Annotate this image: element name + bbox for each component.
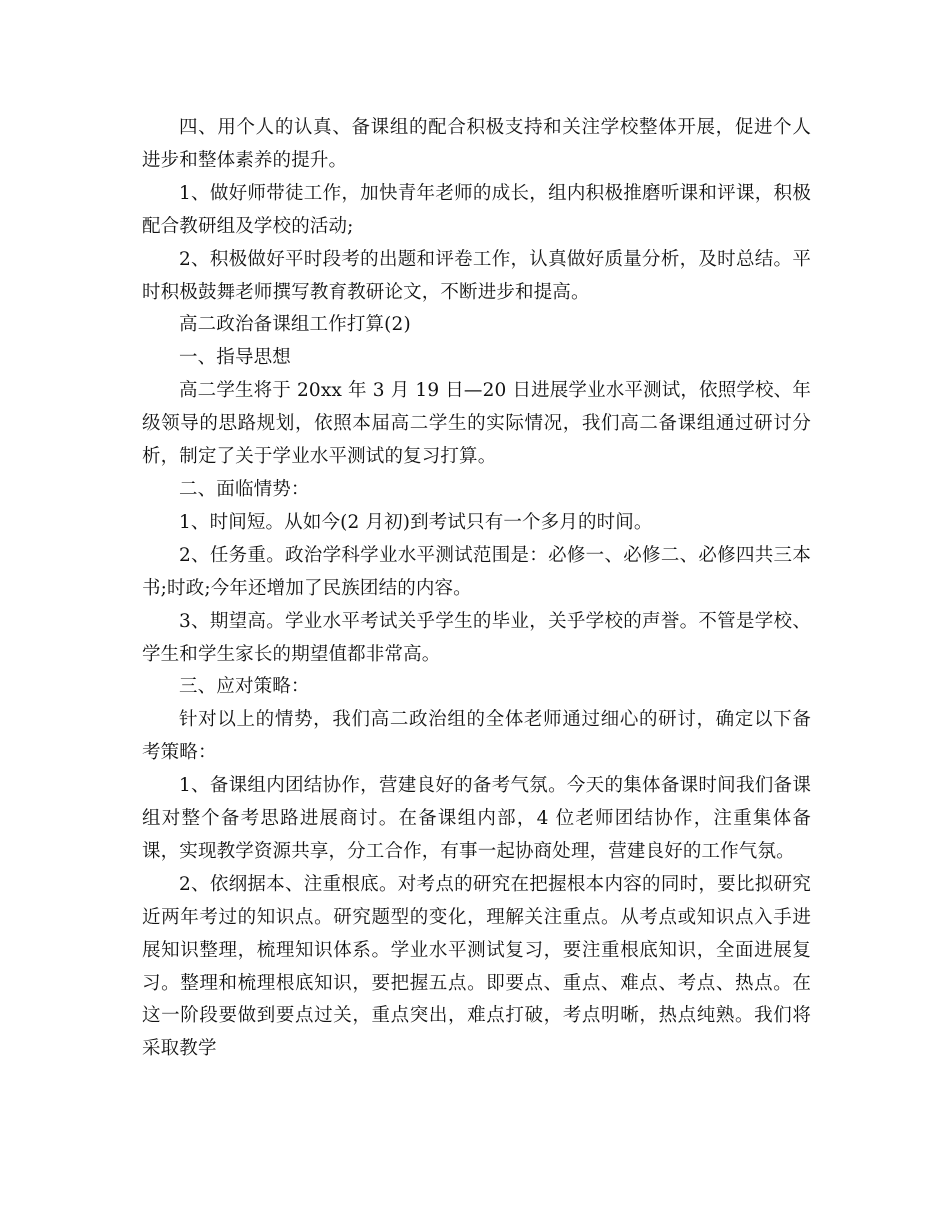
paragraph: 1、做好师带徒工作，加快青年老师的成长，组内积极推磨听课和评课，积极配合教研组及学校的活动; bbox=[142, 182, 811, 237]
paragraph: 四、用个人的认真、备课组的配合积极支持和关注学校整体开展，促进个人进步和整体素养的提升。 bbox=[142, 117, 811, 171]
paragraph: 针对以上的情势，我们高二政治组的全体老师通过细心的研讨，确定以下备考策略： bbox=[142, 709, 811, 764]
section-heading: 二、面临情势： bbox=[179, 478, 310, 500]
section-heading: 一、指导思想 bbox=[179, 347, 291, 369]
paragraph: 1、时间短。从如今(2 月初)到考试只有一个多月的时间。 bbox=[179, 511, 653, 533]
paragraph: 高二学生将于 20xx 年 3 月 19 日—20 日进展学业水平测试，依照学校、年级领导的思路规划，依照本届高二学生的实际情况，我们高二备课组通过研讨分析，制定了关于学业水平测试的复习打算。 bbox=[142, 380, 811, 468]
document-body bbox=[142, 112, 811, 1066]
section-heading: 三、应对策略： bbox=[179, 676, 310, 698]
paragraph: 3、期望高。学业水平考试关乎学生的毕业，关乎学校的声誉。不管是学校、学生和学生家长的期望值都非常高。 bbox=[142, 610, 811, 665]
paragraph: 2、积极做好平时段考的出题和评卷工作，认真做好质量分析，及时总结。平时积极鼓舞老师撰写教育教研论文，不断进步和提高。 bbox=[142, 248, 811, 303]
paragraph: 2、依纲据本、注重根底。对考点的研究在把握根本内容的同时，要比拟研究近两年考过的知识点。研究题型的变化，理解关注重点。从考点或知识点入手进展知识整理，梳理知识体系。学业水平测试复习，要注重根底知识，全面进展复习。整理和梳理根底知识，要把握五点。即要点、重点、难点、考点、热点。在这一阶段要做到要点过关，重点突出，难点打破，考点明晰，热点纯熟。我们将采取教学 bbox=[142, 873, 811, 1060]
paragraph: 2、任务重。政治学科学业水平测试范围是：必修一、必修二、必修四共三本书;时政;今年还增加了民族团结的内容。 bbox=[142, 544, 811, 599]
paragraph: 1、备课组内团结协作，营建良好的备考气氛。今天的集体备课时间我们备课组对整个备考思路进展商讨。在备课组内部，4 位老师团结协作，注重集体备课，实现教学资源共享，分工合作，有事一起协商处理，营建良好的工作气氛。 bbox=[142, 775, 811, 862]
section-title: 高二政治备课组工作打算(2) bbox=[179, 314, 411, 336]
